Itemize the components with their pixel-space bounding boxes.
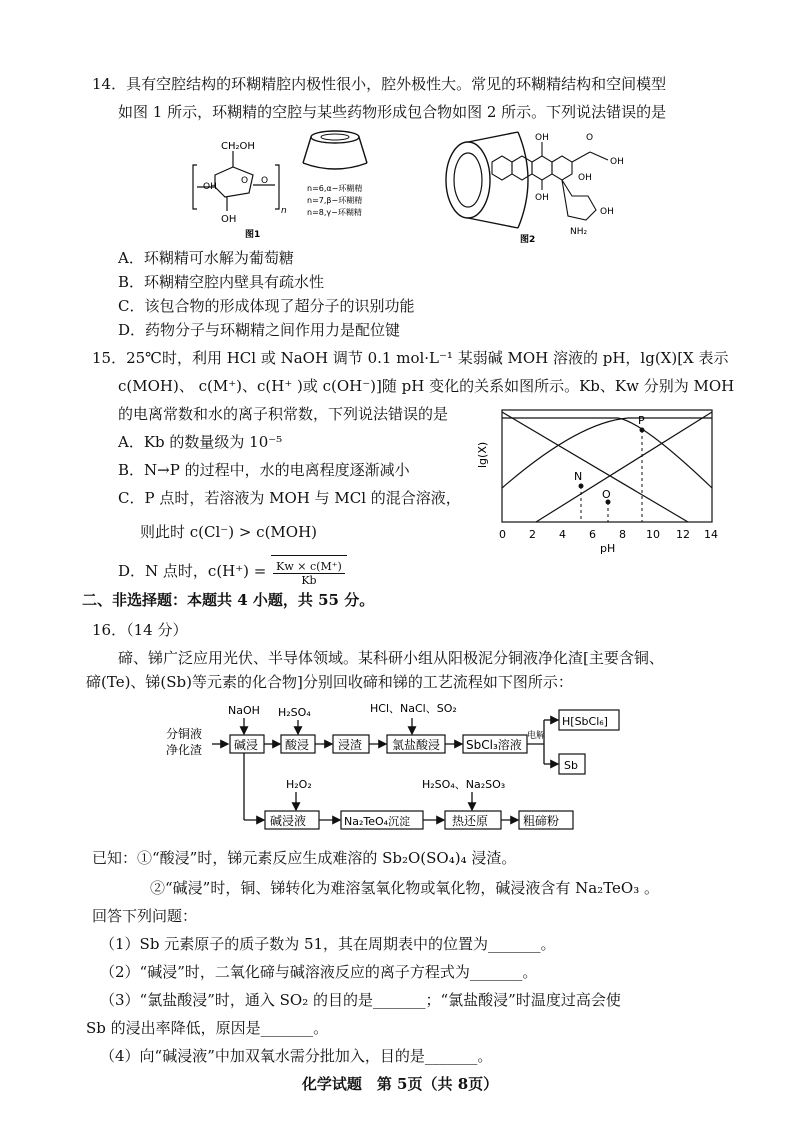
fig2-oh-side: OH (578, 173, 592, 183)
fig1-n-label: n (281, 206, 287, 216)
q16-sub4: （4）向“碱浸液”中加双氧水需分批加入，目的是_______。 (100, 1047, 493, 1065)
q15-xtick-8: 8 (619, 528, 626, 541)
flow-hsbcl6: H[SbCl₆] (562, 715, 608, 728)
q15-option-b: B．N→P 的过程中，水的电离程度逐渐减小 (118, 461, 410, 479)
q15-option-d-denominator: Kb (301, 574, 317, 587)
fig1-legend-alpha: n=6,α−环糊精 (307, 184, 363, 193)
q15-stem-line1: 15．25℃时，利用 HCl 或 NaOH 调节 0.1 mol·L⁻¹ 某弱碱 MOH 溶液的 pH，lg(X)[X 表示 (92, 349, 729, 367)
q15-option-a: A．Kb 的数量级为 10⁻⁵ (118, 433, 283, 451)
fig2-nh2: NH₂ (570, 227, 588, 237)
flow-h2o2: H₂O₂ (286, 778, 312, 791)
q15-option-c2: 则此时 c(Cl⁻) > c(MOH) (140, 523, 318, 541)
fig2-oh-sugar: OH (600, 207, 614, 217)
q15-point-p (640, 428, 645, 433)
q16-sub3-line1: （3）“氯盐酸浸”时，通入 SO₂ 的目的是_______；“氯盐酸浸”时温度过高会使 (100, 991, 621, 1009)
flow-chloride-leach: 氯盐酸浸 (392, 738, 441, 752)
flow-h2so4: H₂SO₄ (278, 706, 311, 719)
fig2-oh-low: OH (535, 193, 549, 203)
q16-known2: ②“碱浸”时，铜、锑转化为难溶氢氧化物或氧化物，碱浸液含有 Na₂TeO₃ 。 (150, 879, 659, 897)
q15-option-d-numerator: Kw × c(M⁺) (273, 560, 345, 574)
q16-sub2: （2）“碱浸”时，二氧化碲与碱溶液反应的离子方程式为_______。 (100, 963, 538, 981)
q15-xtick-4: 4 (559, 528, 566, 541)
q15-point-n (579, 484, 584, 489)
q15-label-p: P (638, 414, 645, 427)
fig2-oh-chain: OH (610, 157, 624, 167)
q16-known1: 已知：①“酸浸”时，锑元素反应生成难溶的 Sb₂O(SO₄)₄ 浸渣。 (92, 849, 517, 867)
flow-reagents3: HCl、NaCl、SO₂ (370, 702, 457, 715)
flow-alkali-leach: 碱浸 (234, 738, 259, 752)
q15-xtick-12: 12 (676, 528, 690, 541)
fig2-caption: 图2 (520, 235, 536, 245)
q14-figure1 (175, 125, 390, 243)
flow-raw-line2: 净化渣 (166, 743, 203, 757)
q16-intro-line2: 碲(Te)、锑(Sb)等元素的化合物]分别回收碲和锑的工艺流程如下图所示： (86, 673, 573, 691)
fig1-oh1-label: OH (203, 182, 217, 192)
q15-xtick-14: 14 (704, 528, 718, 541)
q14-option-b: B．环糊精空腔内壁具有疏水性 (118, 273, 325, 291)
q14-stem-line2: 如图 1 所示，环糊精的空腔与某些药物形成包合物如图 2 所示。下列说法错误的是 (118, 103, 667, 121)
q16-flowchart (160, 698, 608, 836)
q15-xtick-6: 6 (589, 528, 596, 541)
flow-na2teo4: Na₂TeO₄沉淀 (344, 815, 411, 828)
q15-graph-xlabel: pH (600, 542, 616, 555)
page-footer: 化学试题 第 5页（共 8页） (301, 1075, 499, 1093)
q15-option-d (118, 554, 347, 590)
q15-stem-line3: 的电离常数和水的离子积常数，下列说法错误的是 (118, 405, 449, 423)
q14-option-c: C．该包合物的形成体现了超分子的识别功能 (118, 297, 415, 315)
q16-heading: 16．（14 分） (92, 621, 188, 639)
section2-heading: 二、非选择题：本题共 4 小题，共 55 分。 (82, 591, 375, 609)
flow-raw-line1: 分铜液 (166, 727, 203, 741)
fig2-oh-top: OH (535, 133, 549, 143)
fig1-oh2-label: OH (221, 214, 237, 225)
flow-reagents-reduce: H₂SO₄、Na₂SO₃ (422, 778, 506, 791)
q15-graph-ylabel: lg(X) (476, 441, 489, 468)
q15-option-c1: C．P 点时，若溶液为 MOH 与 MCl 的混合溶液， (118, 489, 461, 507)
q14-figure2 (440, 120, 655, 245)
q15-stem-line2: c(MOH)、 c(M⁺)、c(H⁺ )或 c(OH⁻)]随 pH 变化的关系如图所示。Kb、Kw 分别为 MOH (118, 377, 735, 395)
q15-xtick-10: 10 (646, 528, 660, 541)
fig1-ch2oh-label: CH₂OH (221, 141, 255, 152)
svg-text:O: O (241, 176, 249, 186)
flow-leach-residue: 浸渣 (338, 738, 363, 752)
fig2-o-ketone: O (586, 133, 594, 143)
flow-alkali-solution: 碱浸液 (270, 814, 307, 828)
q15-option-d-sqrt (271, 555, 347, 590)
q15-xtick-2: 2 (529, 528, 536, 541)
flow-naoh: NaOH (228, 704, 260, 717)
flow-acid-leach: 酸浸 (285, 738, 310, 752)
q14-stem-line1: 14．具有空腔结构的环糊精腔内极性很小，腔外极性大。常见的环糊精结构和空间模型 (92, 75, 667, 93)
flow-sb: Sb (564, 759, 578, 772)
q15-xtick-0: 0 (499, 528, 506, 541)
q15-option-d-prefix: D．N 点时，c(H⁺) = (118, 562, 267, 580)
q15-label-n: N (574, 470, 583, 483)
q16-sub3-line2: Sb 的浸出率降低，原因是_______。 (86, 1019, 329, 1037)
q15-option-d-fraction (273, 560, 345, 587)
q16-answer-prompt: 回答下列问题： (92, 907, 198, 925)
fig1-legend-beta: n=7,β−环糊精 (307, 196, 363, 205)
fig1-caption: 图1 (245, 230, 261, 240)
q15-graph (478, 400, 723, 555)
flow-electrolysis: 电解 (527, 731, 546, 741)
flow-crude-te: 粗碲粉 (523, 814, 560, 828)
q16-intro-line1: 碲、锑广泛应用光伏、半导体领域。某科研小组从阳极泥分铜液净化渣[主要含铜、 (118, 649, 664, 667)
q15-label-o: O (602, 488, 611, 501)
fig1-legend-gamma: n=8,γ−环糊精 (307, 208, 362, 217)
q14-option-a: A．环糊精可水解为葡萄糖 (118, 249, 294, 267)
q14-option-d: D．药物分子与环糊精之间作用力是配位键 (118, 321, 401, 339)
flow-sbcl3: SbCl₃溶液 (466, 738, 522, 752)
flow-hot-reduce: 热还原 (452, 814, 489, 828)
svg-text:O: O (261, 176, 269, 186)
q16-sub1: （1）Sb 元素原子的质子数为 51，其在周期表中的位置为_______。 (100, 935, 556, 953)
